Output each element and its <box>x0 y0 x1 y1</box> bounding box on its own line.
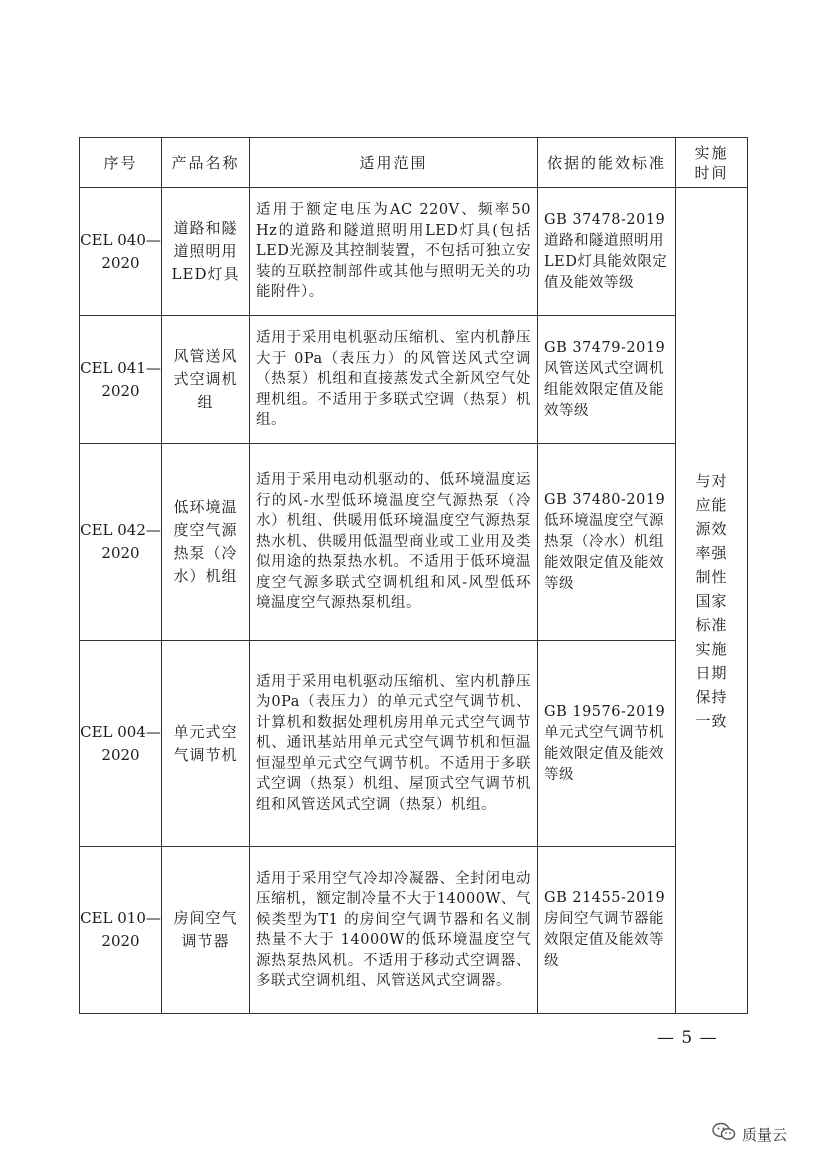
row-standard: GB 19576-2019 单元式空气调节机能效限定值及能效等级 <box>538 641 676 847</box>
row-standard: GB 21455-2019 房间空气调节器能效限定值及能效等级 <box>538 847 676 1014</box>
row-code: CEL 042—2020 <box>80 444 162 641</box>
row-scope: 适用于采用空气冷却冷凝器、全封闭电动压缩机，额定制冷量不大于14000W、气候类型为T1 的房间空气调节器和名义制热量不大于 14000W的低环境温度空气源热泵热风机。不适用于移动式空调器、多联式空调机组、风管送风式空调器。 <box>250 847 538 1014</box>
row-product-name: 低环境温度空气源热泵（冷水）机组 <box>162 444 250 641</box>
row-scope: 适用于采用电机驱动压缩机、室内机静压大于 0Pa（表压力）的风管送风式空调（热泵）机组和直接蒸发式全新风空气处理机组。不适用于多联式空调（热泵）机组。 <box>250 316 538 444</box>
row-product-name: 风管送风式空调机组 <box>162 316 250 444</box>
table-row <box>80 316 748 444</box>
table-row <box>80 188 748 316</box>
row-code: CEL 040—2020 <box>80 188 162 316</box>
row-scope: 适用于采用电机驱动压缩机、室内机静压为0Pa（表压力）的单元式空气调节机、计算机和数据处理机房用单元式空气调节机、通讯基站用单元式空气调节机和恒温恒湿型单元式空气调节机。不适用于多联式空调（热泵）机组、屋顶式空气调节机组和风管送风式空调（热泵）机组。 <box>250 641 538 847</box>
table-row <box>80 847 748 1014</box>
row-standard: GB 37479-2019 风管送风式空调机组能效限定值及能效等级 <box>538 316 676 444</box>
row-product-name: 房间空气调节器 <box>162 847 250 1014</box>
header-standard: 依据的能效标准 <box>538 138 676 188</box>
table-row <box>80 444 748 641</box>
wechat-icon <box>712 1122 736 1146</box>
row-code: CEL 004—2020 <box>80 641 162 847</box>
row-standard: GB 37480-2019 低环境温度空气源热泵（冷水）机组能效限定值及能效等级 <box>538 444 676 641</box>
header-seq: 序号 <box>80 138 162 188</box>
standards-table <box>79 137 748 1014</box>
row-product-name: 单元式空气调节机 <box>162 641 250 847</box>
row-scope: 适用于额定电压为AC 220V、频率50 Hz的道路和隧道照明用LED灯具(包括LED光源及其控制装置，不包括可独立安装的互联控制部件或其他与照明无关的功能附件）。 <box>250 188 538 316</box>
row-code: CEL 041—2020 <box>80 316 162 444</box>
header-product-name: 产品名称 <box>162 138 250 188</box>
page-number: — 5 — <box>657 1028 718 1048</box>
header-scope: 适用范围 <box>250 138 538 188</box>
row-product-name: 道路和隧道照明用LED灯具 <box>162 188 250 316</box>
header-impl-time: 实施时间 <box>676 138 748 188</box>
impl-time-cell: 与对应能源效率强制性国家标准实施日期保持一致 <box>676 188 748 1014</box>
row-scope: 适用于采用电动机驱动的、低环境温度运行的风-水型低环境温度空气源热泵（冷水）机组、供暖用低环境温度空气源热泵热水机、供暖用低温型商业或工业用及类似用途的热泵热水机。不适用于低环境温度空气源多联式空调机组和风-风型低环境温度空气源热泵机组。 <box>250 444 538 641</box>
table-row <box>80 641 748 847</box>
row-standard: GB 37478-2019 道路和隧道照明用LED灯具能效限定值及能效等级 <box>538 188 676 316</box>
row-code: CEL 010—2020 <box>80 847 162 1014</box>
watermark <box>712 1122 787 1146</box>
watermark-text: 质量云 <box>742 1125 788 1144</box>
table-header-row <box>80 138 748 188</box>
